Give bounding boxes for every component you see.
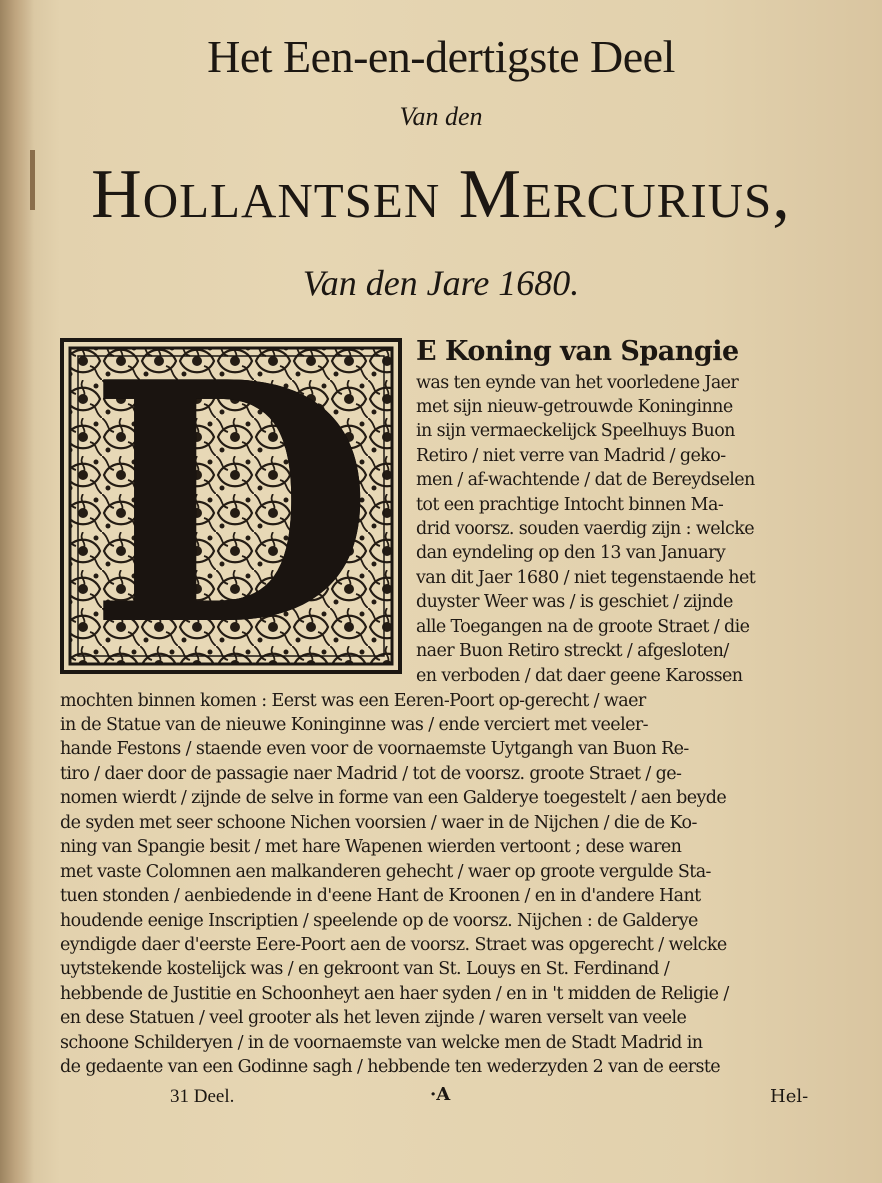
title-line-3: Hollantsen Mercurius, xyxy=(91,156,791,233)
text-line: uytstekende kostelijck was / en gekroont van St. Louys en St. Ferdinand / xyxy=(60,959,670,979)
signature-mark: 31 Deel. xyxy=(170,1086,235,1107)
text-line: hande Festons / staende even voor de voornaemste Uytgangh van Buon Re- xyxy=(60,739,689,759)
text-line: alle Toegangen na de groote Straet / die xyxy=(416,617,750,637)
text-line: met vaste Colomnen aen malkanderen gehecht / waer op groote verguldе Sta- xyxy=(60,862,711,882)
text-line: met sijn nieuw-getrouwde Koninginne xyxy=(416,397,733,417)
initial-letter: D xyxy=(87,310,375,698)
text-line: en dese Statuen / veel grooter als het leven zijnde / waren verselt van veele xyxy=(60,1008,687,1028)
text-line: de syden met seer schoone Nichen voorsien / waer in de Nijchen / die de Ko- xyxy=(60,813,697,833)
text-line: ning van Spangie besit / met hare Wapenen wierden vertoont ; dese waren xyxy=(60,837,682,857)
catchword: Hel- xyxy=(770,1086,809,1107)
text-line: hebbende de Justitie en Schoonheyt aen haer syden / en in 't midden de Religie / xyxy=(60,984,729,1004)
text-line: houdende eenige Inscriptien / speelende op de voorsz. Nijchen : de Galderye xyxy=(60,911,698,931)
text-line: en verboden / dat daer geene Karossen xyxy=(416,666,743,686)
text-line: eyndigde daer d'eerste Eere-Poort aen de voorsz. Straet was opgerecht / welcke xyxy=(60,935,727,955)
opening-line: E Koning van Spangie xyxy=(416,336,739,367)
decorated-initial xyxy=(60,310,402,698)
title-line-1: Het Een-en-dertigste Deel xyxy=(207,31,675,82)
text-line: mochten binnen komen : Eerst was een Eeren-Poort op-gerecht / waer xyxy=(60,691,646,711)
text-line: van dit Jaer 1680 / niet tegenstaende het xyxy=(416,568,756,588)
text-line: men / af-wachtende / dat de Bereydselen xyxy=(416,470,755,490)
text-line: Retiro / niet verre van Madrid / geko- xyxy=(416,446,726,466)
text-line: de gedaente van een Godinne sagh / hebbende ten wederzyden 2 van de eerste xyxy=(60,1057,721,1077)
title-line-2: Van den xyxy=(399,102,483,131)
text-line: naer Buon Retiro streckt / afgesloten/ xyxy=(416,641,729,661)
gathering-mark: ·A xyxy=(430,1084,451,1105)
text-line: tot een prachtige Intocht binnen Ma- xyxy=(416,495,724,515)
title-line-4: Van den Jare 1680. xyxy=(302,263,580,303)
text-line: in de Statue van de nieuwe Koninginne was / ende verciert met veeler- xyxy=(60,715,648,735)
text-line: drid voorsz. souden vaerdig zijn : welcke xyxy=(416,519,754,539)
text-line: tiro / daer door de passagie naer Madrid / tot de voorsz. groote Straet / ge- xyxy=(60,764,682,784)
text-line: schoone Schilderyen / in de voornaemste van welcke men de Stadt Madrid in xyxy=(60,1033,703,1053)
text-line: in sijn vermaeckelijck Speelhuys Buon xyxy=(416,421,735,441)
text-line: was ten eynde van het voorledene Jaer xyxy=(416,373,739,393)
text-line: nomen wierdt / zijnde de selve in forme van een Galderye toegestelt / aen beyde xyxy=(60,788,727,808)
text-line: dan eyndeling op den 13 van January xyxy=(416,543,726,563)
text-line: duyster Weer was / is geschiet / zijnde xyxy=(416,592,733,612)
text-line: tuen stonden / aenbiedende in d'eene Hant de Kroonen / en in d'andere Hant xyxy=(60,886,701,906)
